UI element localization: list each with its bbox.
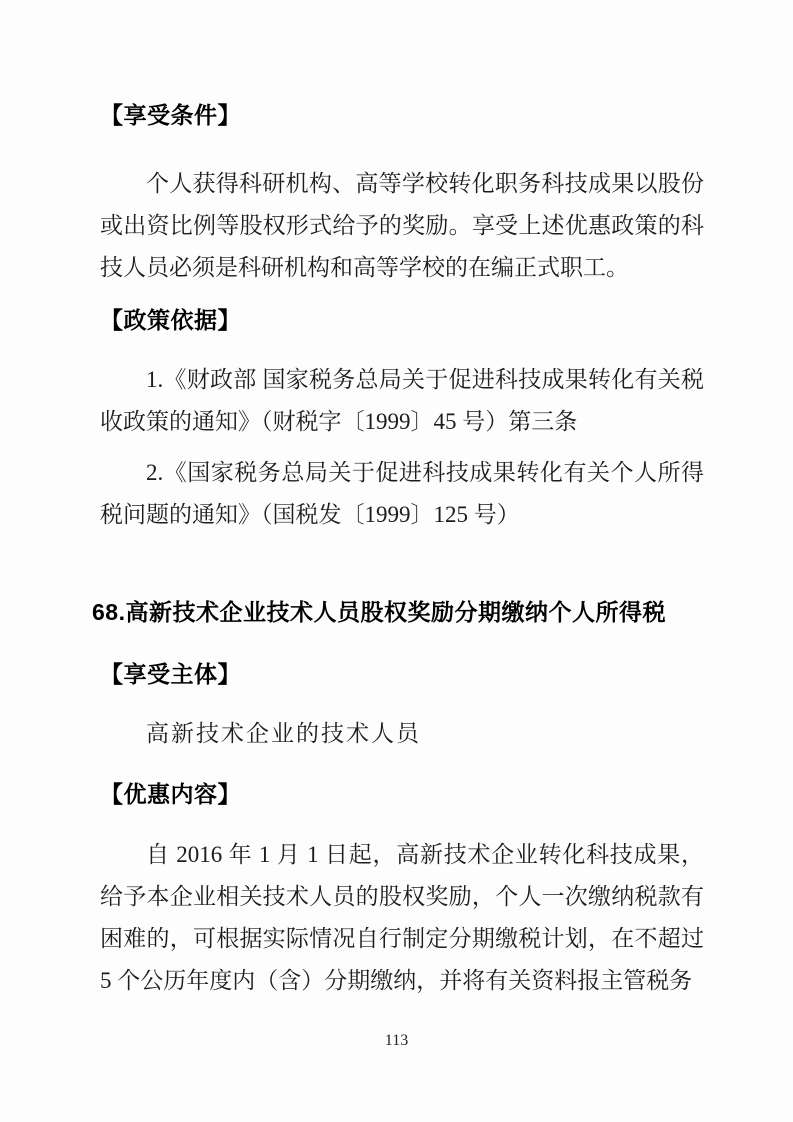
section-heading-preferential-content: 【优惠内容】: [100, 781, 241, 807]
section-heading-benefit-conditions: 【享受条件】: [100, 102, 241, 128]
paragraph-preferential-content: 自 2016 年 1 月 1 日起，高新技术企业转化科技成果，给予本企业相关技术人员的股权奖励，个人一次缴纳税款有困难的，可根据实际情况自行制定分期缴税计划，在不超过 5 个公历年度内（含）分期缴纳，并将有关资料报主管税务: [100, 842, 704, 993]
article-68-title: 68.高新技术企业技术人员股权奖励分期缴纳个人所得税: [92, 599, 666, 625]
page-number: 113: [384, 1032, 409, 1049]
section-heading-policy-basis: 【政策依据】: [100, 307, 241, 333]
section-heading-benefit-subject: 【享受主体】: [100, 661, 241, 687]
paragraph-benefit-conditions: 个人获得科研机构、高等学校转化职务科技成果以股份或出资比例等股权形式给予的奖励。享受上述优惠政策的科技人员必须是科研机构和高等学校的在编正式职工。: [100, 171, 704, 280]
document-content: [92, 0, 704, 1002]
paragraph-benefit-subject: 高新技术企业的技术人员: [146, 721, 421, 746]
policy-basis-item-2: 2.《国家税务总局关于促进科技成果转化有关个人所得税问题的通知》（国税发〔1999〕125 号）: [100, 460, 704, 527]
policy-basis-item-1: 1.《财政部 国家税务总局关于促进科技成果转化有关税收政策的通知》（财税字〔1999〕45 号）第三条: [100, 367, 704, 434]
